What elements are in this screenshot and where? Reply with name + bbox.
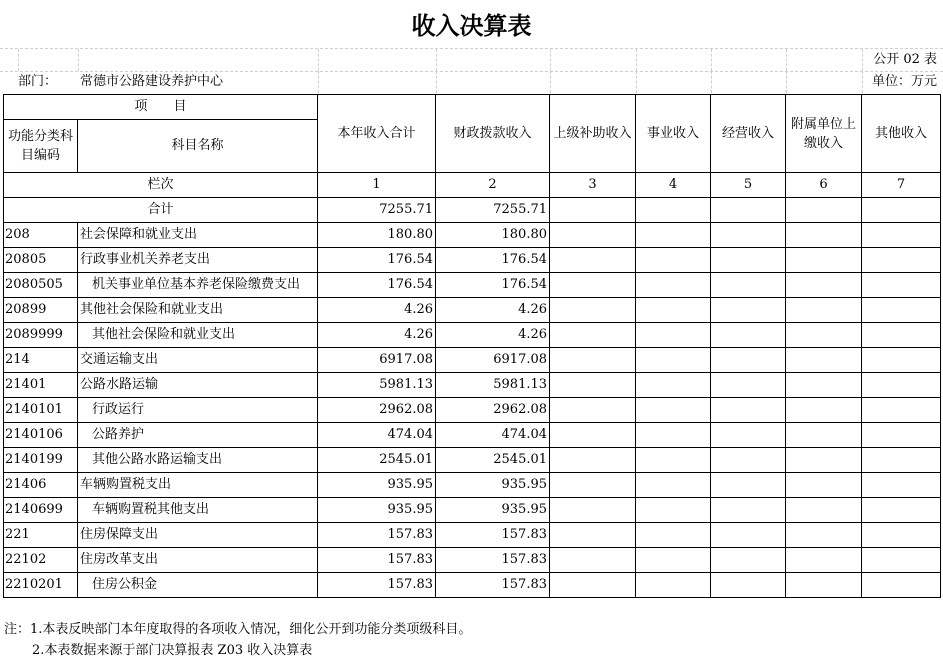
empty-cell bbox=[786, 523, 862, 548]
subject-code: 2089999 bbox=[4, 323, 78, 348]
total-income-value: 180.80 bbox=[318, 223, 436, 248]
empty-cell bbox=[550, 273, 636, 298]
total-income-value: 176.54 bbox=[318, 273, 436, 298]
empty-cell bbox=[636, 248, 711, 273]
table-row bbox=[4, 323, 941, 348]
empty-cell bbox=[786, 223, 862, 248]
empty-cell bbox=[636, 573, 711, 598]
subject-code: 2140699 bbox=[4, 498, 78, 523]
empty-cell bbox=[550, 523, 636, 548]
subject-code: 20805 bbox=[4, 248, 78, 273]
empty-cell bbox=[711, 273, 786, 298]
empty-cell bbox=[862, 473, 941, 498]
empty-cell bbox=[862, 448, 941, 473]
subject-name: 其他社会保险和就业支出 bbox=[78, 298, 318, 323]
subject-name: 公路养护 bbox=[78, 423, 318, 448]
empty-cell bbox=[550, 248, 636, 273]
unit-label: 单位：万元 bbox=[871, 74, 937, 89]
empty-cell bbox=[636, 523, 711, 548]
empty-cell bbox=[550, 348, 636, 373]
empty-cell bbox=[636, 298, 711, 323]
table-row bbox=[4, 398, 941, 423]
col-number: 5 bbox=[711, 173, 786, 198]
fiscal-income-value: 157.83 bbox=[436, 573, 550, 598]
total-fiscal-value: 7255.71 bbox=[436, 198, 550, 223]
subject-name: 车辆购置税支出 bbox=[78, 473, 318, 498]
page-title: 收入决算表 bbox=[411, 12, 532, 40]
header-col-5: 经营收入 bbox=[711, 95, 786, 173]
empty-cell bbox=[550, 398, 636, 423]
empty-cell bbox=[862, 423, 941, 448]
table-row bbox=[4, 523, 941, 548]
subject-code: 2140101 bbox=[4, 398, 78, 423]
empty-cell bbox=[862, 398, 941, 423]
empty-cell bbox=[636, 273, 711, 298]
empty-cell bbox=[862, 323, 941, 348]
empty-cell bbox=[550, 448, 636, 473]
empty-cell bbox=[862, 498, 941, 523]
total-income-value: 6917.08 bbox=[318, 348, 436, 373]
subject-name: 住房改革支出 bbox=[78, 548, 318, 573]
empty-cell bbox=[711, 248, 786, 273]
empty-cell bbox=[786, 298, 862, 323]
subject-name: 社会保障和就业支出 bbox=[78, 223, 318, 248]
empty-cell bbox=[786, 198, 862, 223]
department-name: 常德市公路建设养护中心 bbox=[80, 74, 224, 89]
empty-cell bbox=[711, 298, 786, 323]
table-row bbox=[4, 448, 941, 473]
empty-cell bbox=[786, 498, 862, 523]
total-income-value: 157.83 bbox=[318, 548, 436, 573]
empty-cell bbox=[550, 198, 636, 223]
empty-cell bbox=[636, 548, 711, 573]
empty-cell bbox=[636, 498, 711, 523]
fiscal-income-value: 180.80 bbox=[436, 223, 550, 248]
total-income-value: 4.26 bbox=[318, 323, 436, 348]
empty-cell bbox=[786, 448, 862, 473]
fiscal-income-value: 2962.08 bbox=[436, 398, 550, 423]
header-row-item bbox=[4, 95, 941, 120]
subject-name: 住房公积金 bbox=[78, 573, 318, 598]
empty-cell bbox=[636, 348, 711, 373]
table-row bbox=[4, 423, 941, 448]
table-row bbox=[4, 473, 941, 498]
subject-name: 行政事业机关养老支出 bbox=[78, 248, 318, 273]
fiscal-income-value: 474.04 bbox=[436, 423, 550, 448]
empty-cell bbox=[862, 273, 941, 298]
empty-cell bbox=[636, 323, 711, 348]
empty-cell bbox=[636, 473, 711, 498]
fiscal-income-value: 6917.08 bbox=[436, 348, 550, 373]
empty-cell bbox=[711, 573, 786, 598]
col-number: 2 bbox=[436, 173, 550, 198]
fiscal-income-value: 5981.13 bbox=[436, 373, 550, 398]
total-income-value: 935.95 bbox=[318, 498, 436, 523]
total-income-value: 474.04 bbox=[318, 423, 436, 448]
empty-cell bbox=[711, 498, 786, 523]
empty-cell bbox=[862, 523, 941, 548]
header-col-3: 上级补助收入 bbox=[550, 95, 636, 173]
total-income-value: 2962.08 bbox=[318, 398, 436, 423]
table-row bbox=[4, 223, 941, 248]
empty-cell bbox=[711, 548, 786, 573]
note-1: 注：1.本表反映部门本年度取得的各项收入情况，细化公开到功能分类项级科目。 bbox=[4, 622, 472, 637]
col-number: 1 bbox=[318, 173, 436, 198]
subject-code: 21406 bbox=[4, 473, 78, 498]
empty-cell bbox=[862, 373, 941, 398]
subject-code: 221 bbox=[4, 523, 78, 548]
notes bbox=[4, 619, 934, 661]
header-col-2: 财政拨款收入 bbox=[436, 95, 550, 173]
empty-cell bbox=[786, 548, 862, 573]
fiscal-income-value: 935.95 bbox=[436, 473, 550, 498]
department-label: 部门： bbox=[18, 74, 58, 89]
report-number: 公开 02 表 bbox=[873, 52, 937, 67]
header-item: 项 目 bbox=[4, 95, 318, 120]
empty-cell bbox=[862, 348, 941, 373]
total-label: 合计 bbox=[4, 198, 318, 223]
fiscal-income-value: 935.95 bbox=[436, 498, 550, 523]
subject-code: 208 bbox=[4, 223, 78, 248]
header-col-6: 附属单位上缴收入 bbox=[786, 95, 862, 173]
empty-cell bbox=[550, 423, 636, 448]
empty-cell bbox=[862, 573, 941, 598]
header-name: 科目名称 bbox=[78, 120, 318, 173]
header-col-7: 其他收入 bbox=[862, 95, 941, 173]
subject-code: 2080505 bbox=[4, 273, 78, 298]
header-code: 功能分类科目编码 bbox=[4, 120, 78, 173]
total-income-value: 157.83 bbox=[318, 523, 436, 548]
empty-cell bbox=[636, 223, 711, 248]
empty-cell bbox=[862, 223, 941, 248]
table-row bbox=[4, 348, 941, 373]
subject-name: 行政运行 bbox=[78, 398, 318, 423]
subject-code: 2210201 bbox=[4, 573, 78, 598]
col-number: 3 bbox=[550, 173, 636, 198]
fiscal-income-value: 176.54 bbox=[436, 248, 550, 273]
subject-name: 交通运输支出 bbox=[78, 348, 318, 373]
empty-cell bbox=[711, 223, 786, 248]
empty-cell bbox=[711, 448, 786, 473]
fiscal-income-value: 157.83 bbox=[436, 548, 550, 573]
total-income-value: 176.54 bbox=[318, 248, 436, 273]
total-income-value: 2545.01 bbox=[318, 448, 436, 473]
empty-cell bbox=[786, 373, 862, 398]
column-index-row bbox=[4, 173, 941, 198]
empty-cell bbox=[786, 473, 862, 498]
empty-cell bbox=[862, 298, 941, 323]
subject-code: 214 bbox=[4, 348, 78, 373]
subject-name: 车辆购置税其他支出 bbox=[78, 498, 318, 523]
table-row bbox=[4, 298, 941, 323]
table-row bbox=[4, 498, 941, 523]
empty-cell bbox=[550, 373, 636, 398]
note-2: 2.本表数据来源于部门决算报表 Z03 收入决算表 bbox=[32, 643, 313, 658]
empty-cell bbox=[550, 473, 636, 498]
empty-cell bbox=[711, 373, 786, 398]
total-income-value: 157.83 bbox=[318, 573, 436, 598]
empty-cell bbox=[550, 323, 636, 348]
empty-cell bbox=[636, 373, 711, 398]
subject-code: 2140199 bbox=[4, 448, 78, 473]
empty-cell bbox=[550, 548, 636, 573]
table-row bbox=[4, 273, 941, 298]
subject-code: 22102 bbox=[4, 548, 78, 573]
empty-cell bbox=[711, 348, 786, 373]
empty-cell bbox=[711, 323, 786, 348]
total-income-value: 7255.71 bbox=[318, 198, 436, 223]
income-table bbox=[3, 94, 941, 598]
subject-name: 机关事业单位基本养老保险缴费支出 bbox=[78, 273, 318, 298]
report-number-row bbox=[0, 48, 943, 72]
empty-cell bbox=[862, 548, 941, 573]
empty-cell bbox=[786, 248, 862, 273]
empty-cell bbox=[711, 398, 786, 423]
empty-cell bbox=[636, 448, 711, 473]
empty-cell bbox=[786, 323, 862, 348]
empty-cell bbox=[711, 423, 786, 448]
fiscal-income-value: 4.26 bbox=[436, 298, 550, 323]
subject-code: 2140106 bbox=[4, 423, 78, 448]
empty-cell bbox=[786, 398, 862, 423]
col-number: 6 bbox=[786, 173, 862, 198]
table-row bbox=[4, 573, 941, 598]
empty-cell bbox=[711, 473, 786, 498]
empty-cell bbox=[550, 573, 636, 598]
empty-cell bbox=[711, 198, 786, 223]
empty-cell bbox=[786, 573, 862, 598]
total-income-value: 5981.13 bbox=[318, 373, 436, 398]
table-row bbox=[4, 373, 941, 398]
empty-cell bbox=[786, 423, 862, 448]
col-number: 4 bbox=[636, 173, 711, 198]
total-row bbox=[4, 198, 941, 223]
empty-cell bbox=[550, 223, 636, 248]
table-row bbox=[4, 548, 941, 573]
subject-name: 其他公路水路运输支出 bbox=[78, 448, 318, 473]
total-income-value: 935.95 bbox=[318, 473, 436, 498]
empty-cell bbox=[636, 423, 711, 448]
subject-code: 20899 bbox=[4, 298, 78, 323]
empty-cell bbox=[636, 398, 711, 423]
fiscal-income-value: 176.54 bbox=[436, 273, 550, 298]
empty-cell bbox=[711, 523, 786, 548]
empty-cell bbox=[862, 198, 941, 223]
empty-cell bbox=[636, 198, 711, 223]
header-col-4: 事业收入 bbox=[636, 95, 711, 173]
subject-name: 其他社会保险和就业支出 bbox=[78, 323, 318, 348]
empty-cell bbox=[550, 298, 636, 323]
header-col-1: 本年收入合计 bbox=[318, 95, 436, 173]
subject-code: 21401 bbox=[4, 373, 78, 398]
subject-name: 住房保障支出 bbox=[78, 523, 318, 548]
table-row bbox=[4, 248, 941, 273]
empty-cell bbox=[786, 348, 862, 373]
empty-cell bbox=[786, 273, 862, 298]
total-income-value: 4.26 bbox=[318, 298, 436, 323]
empty-cell bbox=[550, 498, 636, 523]
fiscal-income-value: 157.83 bbox=[436, 523, 550, 548]
fiscal-income-value: 2545.01 bbox=[436, 448, 550, 473]
row-index-label: 栏次 bbox=[4, 173, 318, 198]
col-number: 7 bbox=[862, 173, 941, 198]
fiscal-income-value: 4.26 bbox=[436, 323, 550, 348]
subject-name: 公路水路运输 bbox=[78, 373, 318, 398]
empty-cell bbox=[862, 248, 941, 273]
department-row bbox=[0, 71, 943, 93]
